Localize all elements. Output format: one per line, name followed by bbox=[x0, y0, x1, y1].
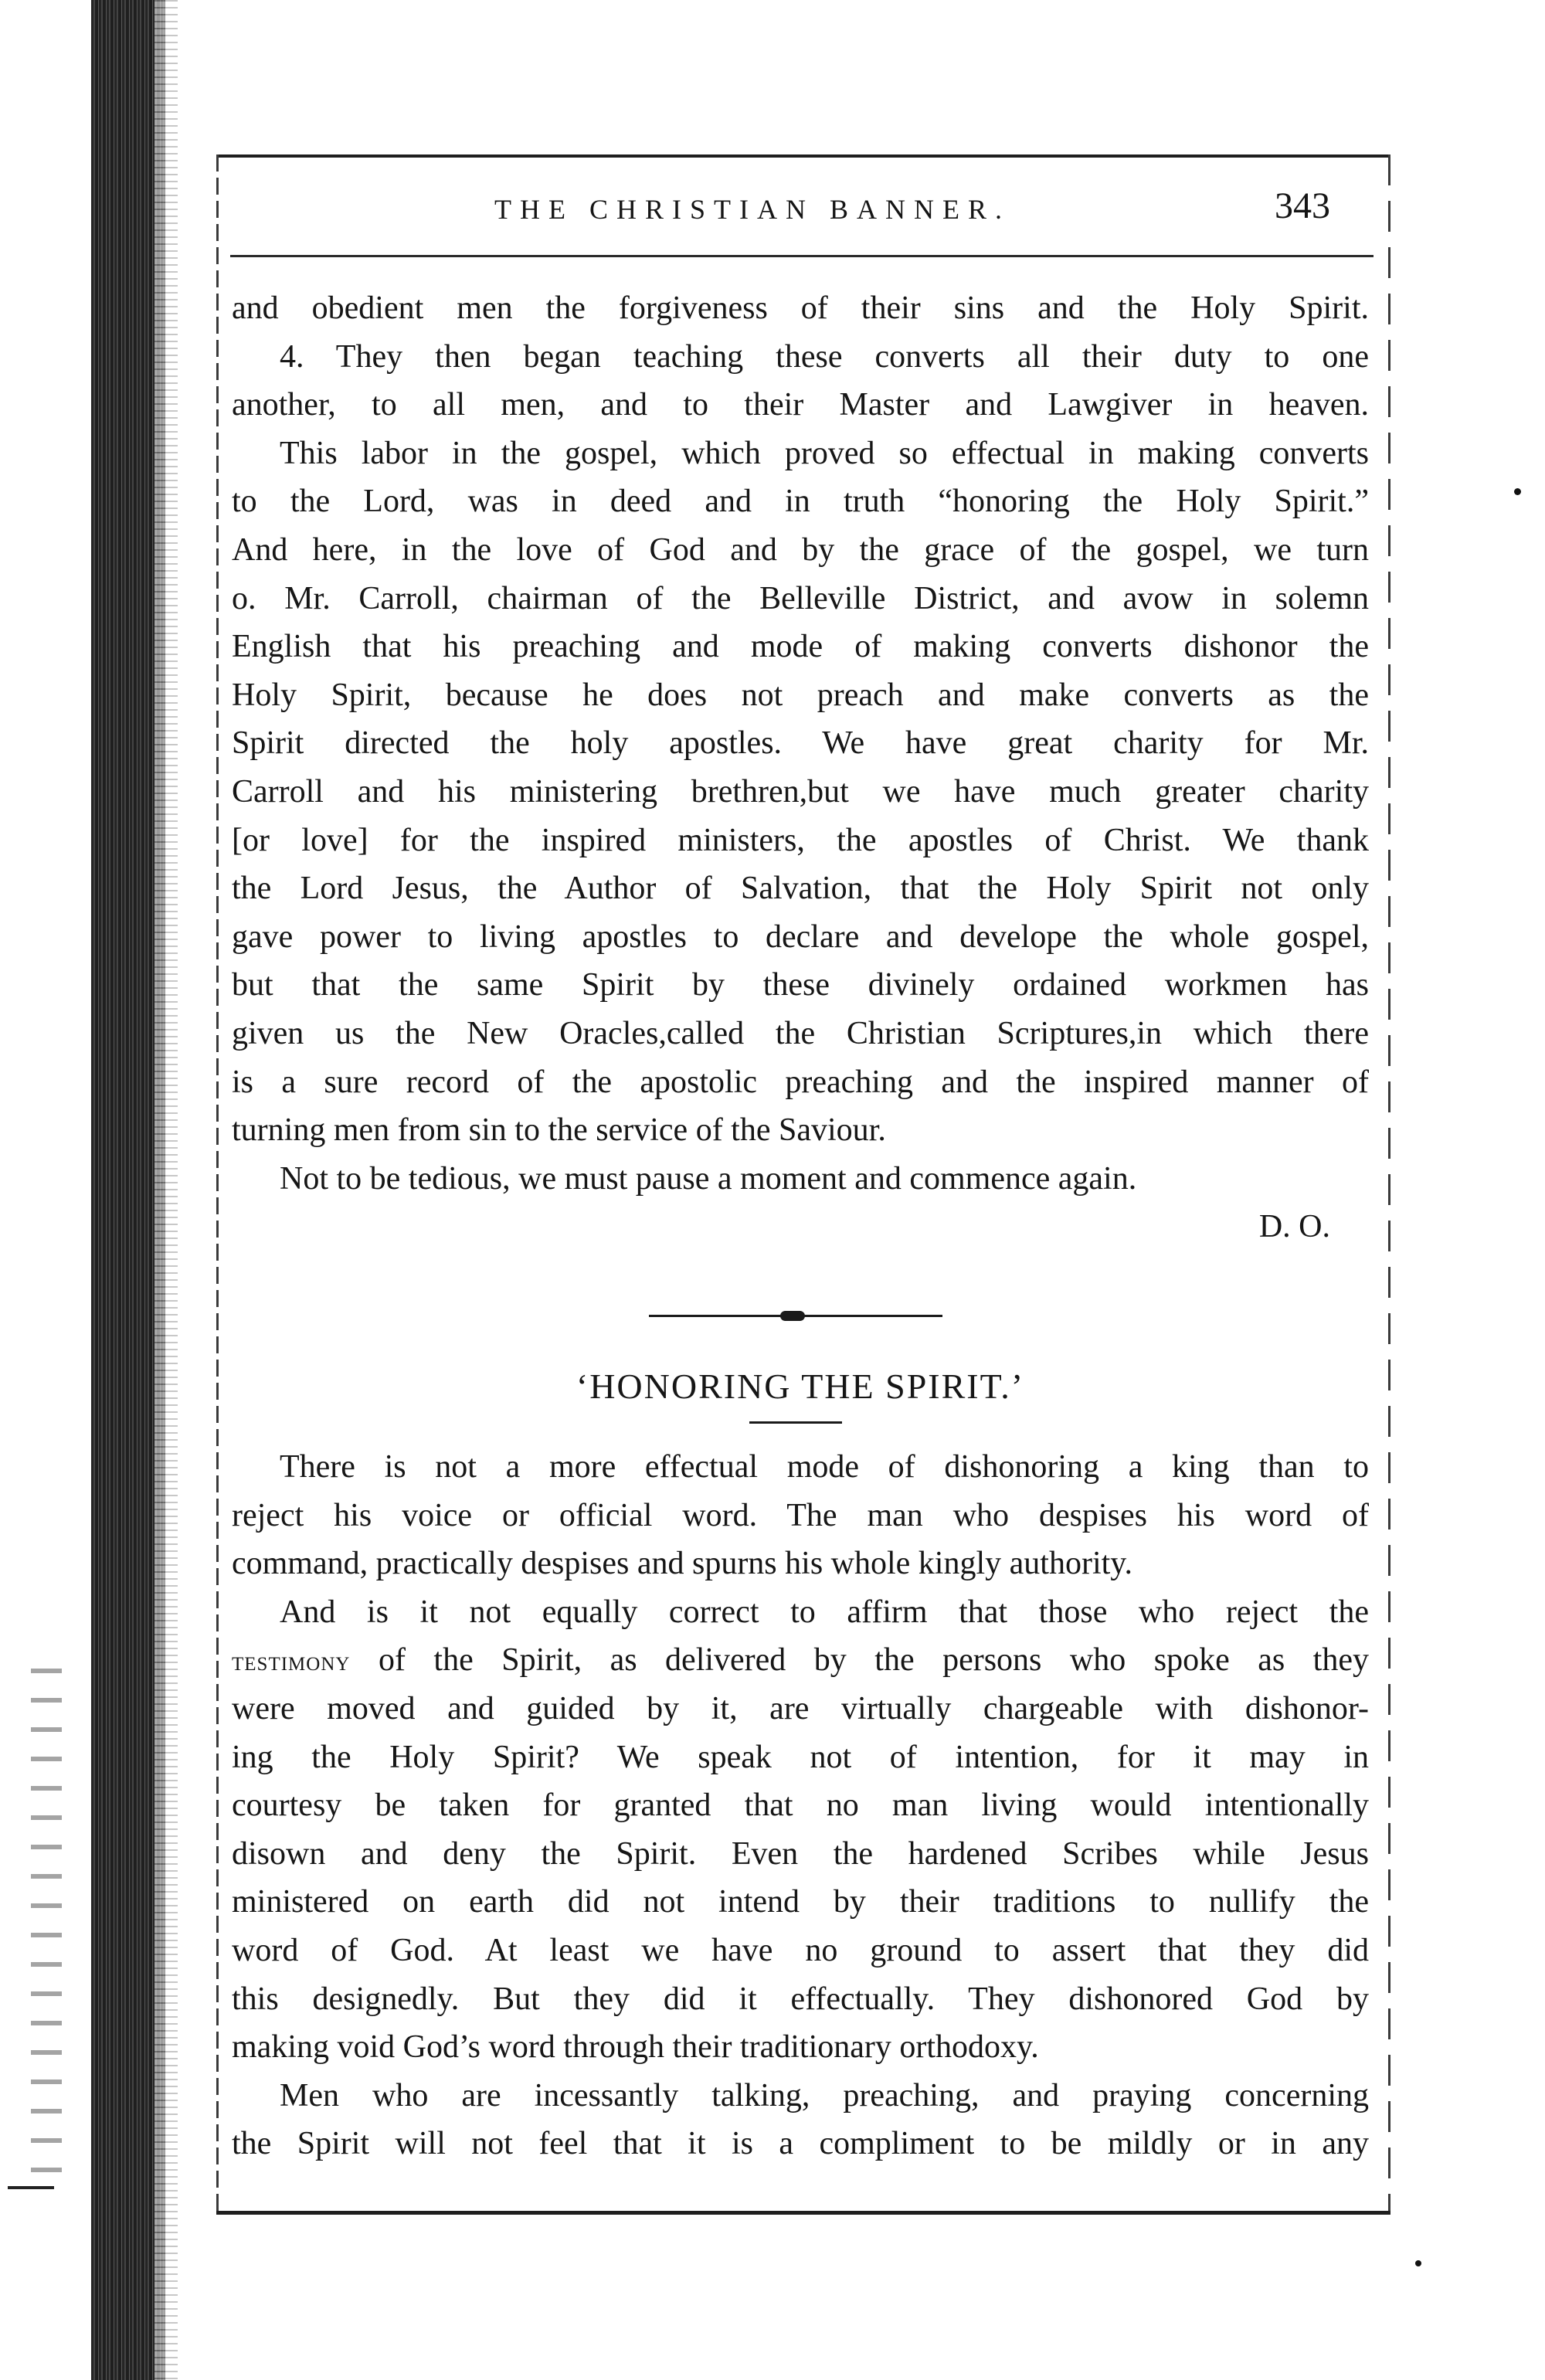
text-line: courtesy be taken for granted that no man living would intentionally bbox=[232, 1788, 1369, 1824]
text-line: but that the same Spirit by these divinely ordained workmen has bbox=[232, 967, 1369, 1003]
text-line: ing the Holy Spirit? We speak not of intention, for it may in bbox=[232, 1739, 1369, 1775]
text-line: ministered on earth did not intend by their traditions to nullify the bbox=[232, 1884, 1369, 1920]
text-line: Carroll and his ministering brethren,but we have much greater charity bbox=[232, 773, 1369, 810]
text-line: command, practically despises and spurns his whole kingly authority. bbox=[232, 1546, 1133, 1582]
text-line: to the Lord, was in deed and in truth “honoring the Holy Spirit.” bbox=[232, 484, 1369, 520]
frame-top-rule bbox=[216, 154, 1390, 158]
spine-shadow bbox=[154, 0, 178, 2380]
small-caps-word: testimony bbox=[232, 1645, 351, 1677]
scan-speck bbox=[1514, 488, 1521, 495]
text-line: Spirit directed the holy apostles. We have great charity for Mr. bbox=[232, 725, 1369, 762]
text-line: reject his voice or official word. The man who despises his word of bbox=[232, 1497, 1369, 1533]
header-rule bbox=[230, 255, 1374, 257]
text-line: o. Mr. Carroll, chairman of the Belleville District, and avow in solemn bbox=[232, 580, 1369, 616]
text-line: making void God’s word through their traditionary orthodoxy. bbox=[232, 2029, 1039, 2066]
text-line: Not to be tedious, we must pause a moment and commence again. bbox=[280, 1160, 1137, 1197]
text-line: is a sure record of the apostolic preaching and the inspired manner of bbox=[232, 1064, 1369, 1100]
article-one-body bbox=[232, 284, 1369, 1251]
text-line: and obedient men the forgiveness of their sins and the Holy Spirit. bbox=[232, 290, 1369, 326]
margin-ink-dash bbox=[8, 2186, 54, 2189]
author-signature: D. O. bbox=[1258, 1209, 1330, 1245]
text-line: This labor in the gospel, which proved so effectual in making converts bbox=[280, 435, 1369, 471]
text-line: There is not a more effectual mode of dishonoring a king than to bbox=[280, 1449, 1369, 1485]
article-two-body bbox=[232, 1443, 1369, 2168]
text-line: English that his preaching and mode of making converts dishonor the bbox=[232, 629, 1369, 665]
text-line: the Lord Jesus, the Author of Salvation, that the Holy Spirit not only bbox=[232, 871, 1369, 907]
text-line: were moved and guided by it, are virtually chargeable with dishonor- bbox=[232, 1690, 1369, 1726]
text-line: And here, in the love of God and by the grace of the gospel, we turn bbox=[232, 531, 1369, 568]
text-line: the Spirit will not feel that it is a compliment to be mildly or in any bbox=[232, 2126, 1369, 2162]
text-line: Holy Spirit, because he does not preach and make converts as the bbox=[232, 677, 1369, 713]
text-line: 4. They then began teaching these converts all their duty to one bbox=[280, 338, 1369, 375]
article-title: ‘HONORING THE SPIRIT.’ bbox=[576, 1367, 1025, 1406]
text-line: turning men from sin to the service of the Saviour. bbox=[232, 1112, 886, 1149]
text-line: disown and deny the Spirit. Even the hardened Scribes while Jesus bbox=[232, 1835, 1369, 1872]
running-header-title: THE CHRISTIAN BANNER. bbox=[494, 194, 1010, 225]
margin-ink-marks bbox=[31, 1669, 62, 2194]
text-line: another, to all men, and to their Master and Lawgiver in heaven. bbox=[232, 387, 1369, 423]
section-divider-ornament bbox=[649, 1309, 942, 1323]
text-line: Men who are incessantly talking, preaching, and praying concerning bbox=[280, 2077, 1369, 2113]
scan-speck bbox=[1415, 2260, 1421, 2266]
title-underline bbox=[749, 1421, 842, 1424]
text-line bbox=[232, 1636, 1369, 1685]
frame-right-rule bbox=[1388, 154, 1390, 2215]
text-line: this designedly. But they did it effectually. They dishonored God by bbox=[232, 1981, 1369, 2017]
text-line: gave power to living apostles to declare and develope the whole gospel, bbox=[232, 918, 1369, 955]
page-number: 343 bbox=[1275, 185, 1330, 226]
text-line: word of God. At least we have no ground to assert that they did bbox=[232, 1932, 1369, 1968]
divider-knot bbox=[780, 1311, 805, 1321]
frame-left-rule bbox=[216, 154, 219, 2215]
text-line: [or love] for the inspired ministers, the apostles of Christ. We thank bbox=[232, 822, 1369, 858]
text-line: And is it not equally correct to affirm that those who reject the bbox=[280, 1594, 1369, 1630]
frame-bottom-rule bbox=[216, 2211, 1390, 2215]
text-line: given us the New Oracles,called the Christian Scriptures,in which there bbox=[232, 1015, 1369, 1051]
text-line-rest: of the Spirit, as delivered by the persons who spoke as they bbox=[378, 1642, 1369, 1679]
